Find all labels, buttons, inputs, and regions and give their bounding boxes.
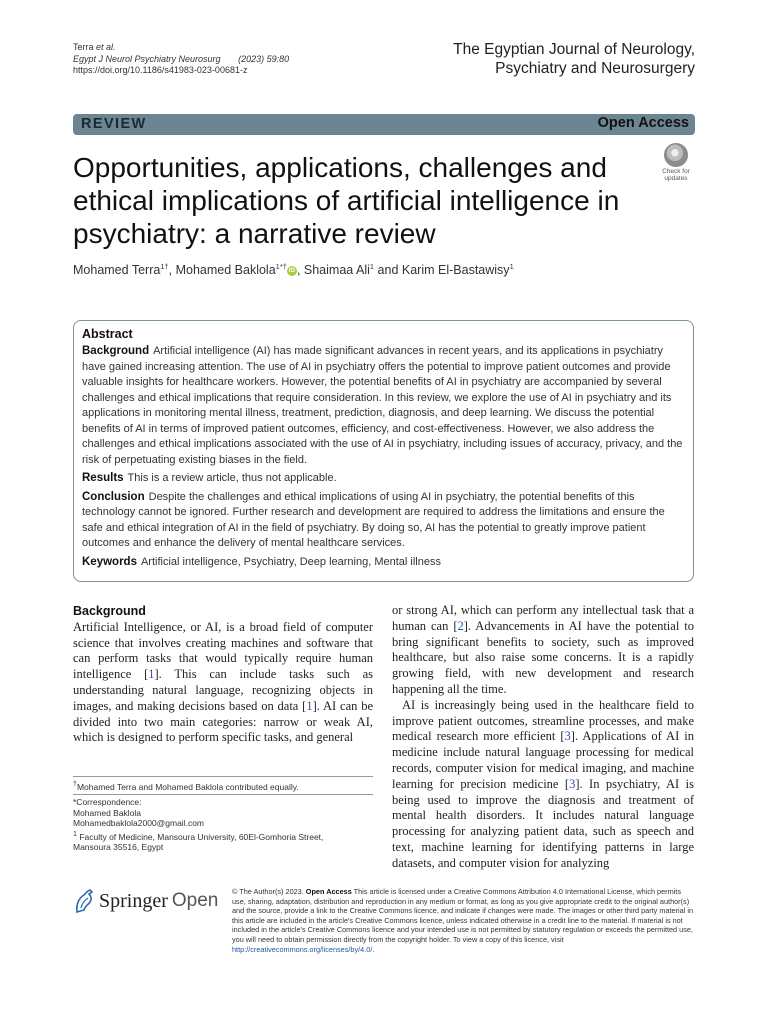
citation-link[interactable]: 2: [457, 618, 464, 633]
et-al: et al.: [96, 42, 116, 52]
author-name[interactable]: Mohamed Terra: [73, 263, 161, 278]
section-heading: Background: [73, 604, 146, 618]
check-for-updates-button[interactable]: [656, 143, 696, 182]
license-statement: © The Author(s) 2023. Open Access This article is licensed under a Creative Commons Attribution 4.0 International License, which permits use, sharing, adaptation, distribution and reproduction in any medium or format, as long as you give appropriate credit to the original author(s) and the source, provide a link to the Creative Commons licence, and indicate if changes were made. The images or other third party material in this article are included in the article's Creative Commons licence, unless indicated otherwise in a credit line to the material. If material is not included in the article's Creative Commons licence and your intended use is not permitted by statutory regulation or exceeds the permitted use, you will need to obtain permission directly from the copyright holder. To view a copy of this licence, visit http://creativecommons.org/licenses/by/4.0/.: [232, 887, 694, 954]
open-access-label: Open Access: [597, 115, 689, 131]
journal-abbrev: Egypt J Neurol Psychiatry Neurosurg: [73, 53, 221, 64]
abstract-results-label: Results: [82, 472, 124, 484]
affiliation-line: Mansoura 35516, Egypt: [73, 841, 164, 852]
abstract-background-text: Artificial intelligence (AI) has made significant advances in recent years, and its applications in psychiatry have gained increasing attention. The use of AI in psychiatry offers the potential to improve patient outcomes and provide valuable insights for healthcare workers. However, the potential benefits of AI in psychiatry are accompanied by several challenges and ethical implications that require consideration. In this review, we explore the use of AI in psychiatry and its applications in monitoring mental illness, treatment, prediction, diagnosis, and deep learning. We discuss the potential benefits of AI in terms of improved patient outcomes, efficiency, and cost-effectiveness. However, we also address the challenges and ethical implications associated with the use of AI in psychiatry, including issues of accuracy, privacy, and the risk of perpetuating existing biases in the field.: [82, 345, 683, 466]
abstract-keywords: [82, 555, 685, 571]
license-link[interactable]: http://creativecommons.org/licenses/by/4.0/: [232, 944, 373, 954]
keywords-text: Artificial intelligence, Psychiatry, Deep learning, Mental illness: [140, 555, 441, 568]
abstract-background-label: Background: [82, 345, 150, 357]
article-title: Opportunities, applications, challenges and ethical implications of artificial intelligence in psychiatry: a narrative review: [73, 152, 620, 249]
article-type-label: REVIEW: [81, 116, 147, 132]
body-paragraph: AI is increasingly being used in the healthcare field to improve patient outcomes, streamline processes, and make medical research more efficient [3]. Applications of AI in medicine include natural language processing for medical records, computer vision for medical imaging, and machine learning for precision medicine [3]. In psychiatry, AI is being used to improve the diagnosis and treatment of mental health disorders. It includes natural language processing for analyzing patient data, such as speech and text, machine learning for identifying patterns in large datasets, and computer vision for analyzing: [392, 697, 694, 870]
body-right-column: [392, 603, 694, 872]
year-volume: (2023) 59:80: [238, 53, 290, 64]
open-wordmark: Open: [171, 890, 219, 911]
abstract-conclusion-label: Conclusion: [82, 490, 145, 503]
author-name[interactable]: Karim El-Bastawisy: [401, 263, 510, 278]
abstract-results-text: This is a review article, thus not applicable.: [127, 472, 337, 484]
springer-horse-icon: [73, 888, 95, 914]
correspondence-block: [73, 797, 373, 852]
author-affiliation-mark: 1: [369, 262, 375, 271]
header-author: Terra: [73, 42, 94, 52]
author-affiliation-mark: 1: [509, 262, 514, 271]
journal-name-line1: The Egyptian Journal of Neurology,: [453, 41, 695, 58]
author-name[interactable]: Mohamed Baklola: [175, 263, 276, 278]
correspondence-name: Mohamed Baklola: [73, 807, 142, 818]
journal-name: [453, 40, 695, 78]
footnote-divider: [73, 776, 373, 777]
abstract-results: [82, 471, 685, 487]
body-paragraph: Artificial Intelligence, or AI, is a broad field of computer science that involves creating machines and software that can perform tasks that would typically require human intelligence [1]. This can include tasks such as understanding natural language, recognizing objects in images, and making decisions based on data [1]. AI can be divided into two main categories: narrow or weak AI, which is designed to perform specific tasks, and general: [73, 619, 373, 745]
correspondence-email[interactable]: Mohamedbaklola2000@gmail.com: [73, 818, 205, 828]
author-affiliation-mark: 1*†: [275, 262, 287, 271]
footnote-equal-contribution: †Mohamed Terra and Mohamed Baklola contributed equally.: [73, 780, 299, 792]
abstract-box: [73, 320, 694, 582]
abstract-background: [82, 344, 685, 468]
springer-open-logo: [73, 888, 218, 914]
abstract-conclusion: [82, 490, 685, 552]
citation-link[interactable]: 1: [306, 698, 313, 713]
body-paragraph: or strong AI, which can perform any intellectual task that a human can [2]. Advancements in AI have the potential to bring significant benefits to society, such as improved healthcare, but also raise some concerns. It is a rapidly growing field, with new development and research happening all the time.: [392, 603, 694, 696]
author-list: Mohamed Terra$^{1\dagger}$, Mohamed Baklola$^{1*\dagger}$ iD , Shaimaa Ali$^1$ and Karim El-Bastawisy$^1$: [73, 262, 514, 278]
author-affiliation-mark: 1†: [160, 262, 169, 271]
footnote-divider: [73, 794, 373, 795]
author-name[interactable]: Shaimaa Ali: [303, 263, 370, 278]
citation-link[interactable]: 3: [569, 776, 576, 791]
abstract-heading: Abstract: [82, 327, 133, 341]
check-updates-label: Check for updates: [662, 168, 690, 182]
journal-name-line2: Psychiatry and Neurosurgery: [495, 60, 695, 77]
affiliation-line: $^1$ Faculty of Medicine, Mansoura University, 60El-Gomhoria Street,: [73, 829, 324, 842]
article-metadata: [73, 42, 289, 77]
citation-link[interactable]: 1: [148, 667, 155, 682]
correspondence-label: *Correspondence:: [73, 797, 142, 807]
doi-link[interactable]: https://doi.org/10.1186/s41983-023-00681-z: [73, 65, 248, 75]
abstract-conclusion-text: Despite the challenges and ethical implications of using AI in psychiatry, the potential benefits of this technology cannot be ignored. Further research and development are required to address the limitations and ensure the safe and ethical integration of AI in the field of psychiatry. By doing so, AI has the potential to greatly improve patient outcomes and enhance the delivery of mental healthcare services.: [82, 490, 665, 549]
citation-link[interactable]: 3: [564, 729, 571, 744]
article-type-bar: [73, 114, 695, 135]
check-updates-icon: [664, 143, 688, 167]
keywords-label: Keywords: [82, 555, 137, 568]
springer-wordmark: Springer: [99, 889, 168, 912]
orcid-icon[interactable]: iD: [288, 266, 296, 274]
body-left-column: [73, 604, 373, 746]
